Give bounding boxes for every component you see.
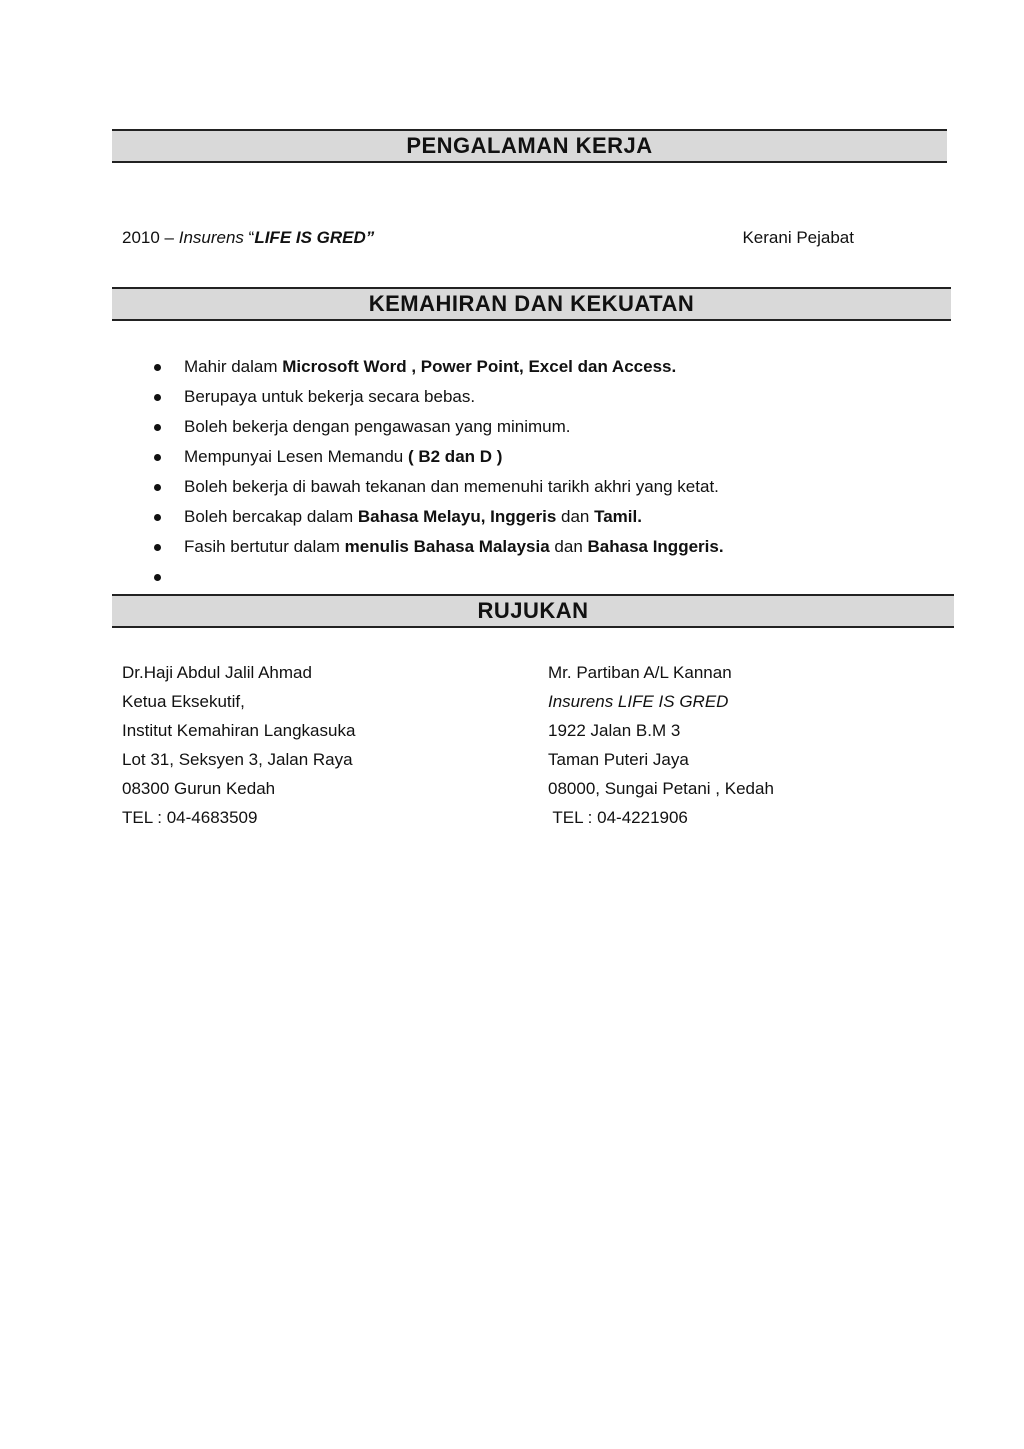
experience-dash: – bbox=[159, 228, 179, 247]
experience-company-name: LIFE IS GRED” bbox=[254, 228, 375, 247]
skill-text: dan bbox=[556, 507, 595, 526]
experience-section-title: PENGALAMAN KERJA bbox=[406, 133, 653, 158]
skill-text: Berupaya untuk bekerja secara bebas. bbox=[184, 387, 476, 406]
skill-text: Boleh bercakap dalam bbox=[184, 507, 358, 526]
reference-address-line: 08300 Gurun Kedah bbox=[122, 779, 276, 798]
bullet-icon bbox=[154, 364, 161, 371]
skill-text-bold: menulis Bahasa Malaysia bbox=[344, 537, 550, 556]
skill-item-empty bbox=[150, 564, 724, 584]
reference-name: Mr. Partiban A/L Kannan bbox=[548, 663, 732, 682]
skill-item bbox=[150, 414, 724, 444]
bullet-icon bbox=[154, 424, 161, 431]
skill-text: Mahir dalam bbox=[184, 357, 283, 376]
reference-phone: TEL : 04-4683509 bbox=[122, 808, 258, 827]
reference-address-line: 1922 Jalan B.M 3 bbox=[548, 721, 681, 740]
reference-address-line: Lot 31, Seksyen 3, Jalan Raya bbox=[122, 750, 353, 769]
skill-text: dan bbox=[549, 537, 588, 556]
skill-text-bold: Microsoft Word , Power Point, Excel dan Access. bbox=[282, 357, 677, 376]
skill-text: Boleh bekerja dengan pengawasan yang minimum. bbox=[184, 417, 571, 436]
bullet-icon bbox=[154, 394, 161, 401]
bullet-icon bbox=[154, 484, 161, 491]
reference-address-line: 08000, Sungai Petani , Kedah bbox=[548, 779, 774, 798]
experience-open-quote: “ bbox=[243, 228, 255, 247]
skill-text-bold: Tamil. bbox=[594, 507, 642, 526]
skill-item bbox=[150, 504, 724, 534]
bullet-icon bbox=[154, 544, 161, 551]
skill-text: Boleh bekerja di bawah tekanan dan memenuhi tarikh akhri yang ketat. bbox=[184, 477, 719, 496]
bullet-icon bbox=[154, 574, 161, 581]
bullet-icon bbox=[154, 454, 161, 461]
reference-name: Dr.Haji Abdul Jalil Ahmad bbox=[122, 663, 312, 682]
skill-text-bold: Bahasa Melayu, Inggeris bbox=[357, 507, 557, 526]
skill-item bbox=[150, 534, 724, 564]
skill-item bbox=[150, 384, 724, 414]
reference-address-line: Taman Puteri Jaya bbox=[548, 750, 689, 769]
skills-section-title: KEMAHIRAN DAN KEKUATAN bbox=[368, 291, 695, 316]
experience-position: Kerani Pejabat bbox=[742, 228, 854, 247]
skill-text: Fasih bertutur dalam bbox=[184, 537, 345, 556]
reference-right bbox=[548, 658, 774, 832]
references-section-title: RUJUKAN bbox=[477, 598, 589, 623]
skill-item bbox=[150, 444, 724, 474]
reference-organization: Insurens LIFE IS GRED bbox=[548, 692, 729, 711]
experience-company-prefix: Insurens bbox=[178, 228, 244, 247]
skill-item bbox=[150, 354, 724, 384]
skill-text-bold: ( B2 dan D ) bbox=[407, 447, 503, 466]
references-section-header bbox=[112, 594, 954, 628]
skill-text: Mempunyai Lesen Memandu bbox=[184, 447, 408, 466]
experience-section-header bbox=[112, 129, 947, 163]
reference-organization: Institut Kemahiran Langkasuka bbox=[122, 721, 356, 740]
skill-item bbox=[150, 474, 724, 504]
reference-title: Ketua Eksekutif, bbox=[122, 692, 245, 711]
bullet-icon bbox=[154, 514, 161, 521]
reference-left bbox=[122, 658, 355, 832]
experience-company bbox=[122, 228, 374, 248]
skill-text-bold: Bahasa Inggeris. bbox=[587, 537, 724, 556]
experience-entry bbox=[122, 228, 854, 248]
skills-section-header bbox=[112, 287, 951, 321]
experience-year: 2010 bbox=[122, 228, 160, 247]
reference-phone: TEL : 04-4221906 bbox=[548, 808, 688, 827]
skills-list bbox=[150, 354, 724, 584]
